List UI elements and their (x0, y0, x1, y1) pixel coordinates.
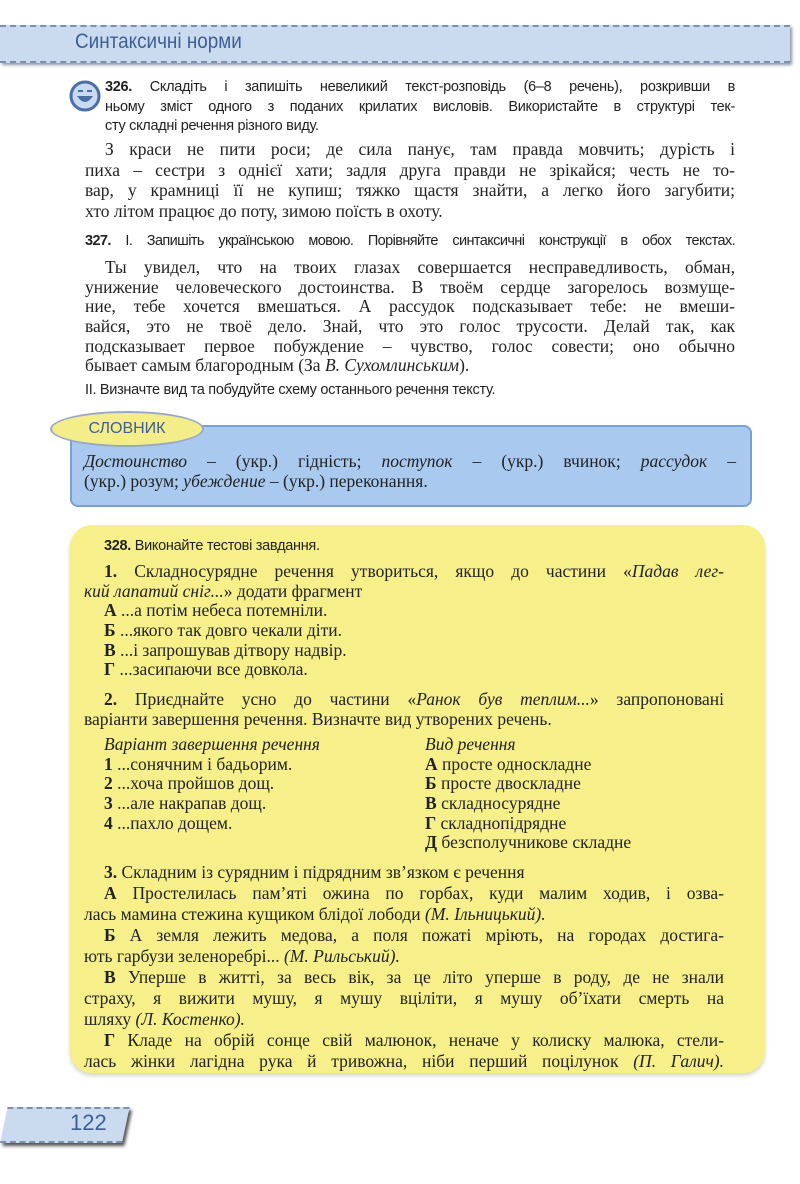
option-letter: А (104, 600, 117, 621)
text-line: унижение человеческого достоинства. В твоём сердце загорелось возмуще- (85, 276, 735, 297)
vocab-translation: – (укр.) вчинок; (452, 451, 641, 471)
option-letter: Б (104, 925, 116, 945)
variants-column (104, 735, 404, 833)
question-text: » запропоновані (589, 689, 725, 709)
text-line (85, 356, 735, 376)
kind-letter: А (425, 753, 438, 774)
answer-option (84, 621, 724, 641)
question-number: 3. (104, 862, 118, 882)
text-segment: ). (459, 355, 470, 376)
variant-number: 3 (104, 793, 113, 814)
kind-letter: Г (425, 812, 437, 833)
answer-option (84, 641, 724, 661)
page-number: 122 (70, 1110, 107, 1135)
text-line: ние, тебе хочется вмешаться. А рассудок подсказывает тебе: не вмеши- (85, 296, 735, 317)
vocab-translation: (укр.) розум; (84, 470, 184, 491)
variant-text: ...сонячним і бадьорим. (112, 753, 293, 774)
exercise-327-task (85, 232, 735, 252)
section-title: Синтаксичні норми (75, 30, 242, 53)
text-line: хто літом працює до поту, зимою поїсть в охоту. (85, 201, 443, 222)
option-text: страху, я вижити мушу, я мушу вціліти, я мушу об’їхати смерть на (84, 988, 724, 1008)
author: В. Сухомлинським (324, 355, 460, 376)
task-text: сту складні речення різного виду. (105, 118, 319, 135)
kind-text: складнопідрядне (436, 812, 567, 833)
variant-number: 1 (104, 753, 113, 774)
vocab-word: поступок (381, 451, 453, 471)
kind-text: просте односкладне (437, 753, 592, 774)
option-text: шляху (84, 1009, 136, 1029)
vocab-word: Достоинство (84, 451, 187, 471)
kind-item (425, 755, 725, 775)
text-line: пиха – сестри з однієї хати; задля друга правди не зрікайся; честь не то- (85, 159, 735, 180)
option-text: ...а потім небеса потемніли. (116, 600, 328, 621)
question-2 (84, 690, 724, 729)
vocabulary-title: СЛОВНИК (50, 411, 204, 447)
option-letter: В (104, 967, 116, 987)
vocab-translation: – (укр.) гідність; (187, 451, 382, 471)
kind-item (425, 794, 725, 814)
variant-text: ...пахло дощем. (112, 812, 233, 833)
text-line: З краси не пити роси; де сила панує, там правда мовчить; дурість і (105, 139, 735, 159)
exercise-number: 326. (105, 79, 133, 95)
option-text: лась мамина стежина кущиком блідої лободи (84, 904, 425, 924)
variant-text: ...але накрапав дощ. (112, 793, 267, 814)
smiley-icon (69, 80, 101, 112)
author: (М. Рильський). (284, 946, 400, 966)
question-number: 1. (104, 561, 118, 581)
answer-option (84, 660, 724, 680)
option-text: Кладе на обрій сонце свій малюнок, неначе у колиску малюка, стели- (115, 1030, 724, 1050)
exercise-326-task (105, 78, 735, 137)
exercise-327-task2: ІІ. Визначте вид та побудуйте схему останнього речення тексту. (85, 382, 496, 398)
author: (П. Галич). (633, 1051, 724, 1071)
task-text: Виконайте тестові завдання. (134, 538, 320, 554)
exercise-number: 327. (85, 233, 111, 249)
question-text: Складним із сурядним і підрядним зв’язком є речення (121, 862, 525, 882)
question-text: Приєднайте усно до частини « (134, 689, 417, 709)
option-letter: Б (104, 620, 116, 641)
option-text: А земля лежить медова, а поля пожаті мріють, на городах достига- (115, 925, 724, 945)
variant-item (104, 755, 404, 775)
text-line: вар, у крамниці її не купиш; тяжко щастя знайти, а легко його загубити; (85, 180, 735, 201)
text-line: Ты увидел, что на твоих глазах совершается несправедливость, обман, (105, 257, 735, 277)
kinds-column (425, 735, 725, 853)
kind-item (425, 814, 725, 834)
quoted-text: Ранок був теплим... (416, 689, 590, 709)
variant-number: 4 (104, 812, 113, 833)
option-text: Простелилась пам’яті ожина по горбах, куди малим ходив, і озва- (116, 883, 724, 903)
option-letter: Г (104, 1030, 116, 1050)
question-3 (84, 863, 724, 1073)
variant-text: ...хоча пройшов дощ. (112, 773, 275, 794)
page-number-band (0, 1107, 130, 1143)
kind-text: просте двоскладне (436, 773, 581, 794)
task-text: І. Запишіть українською мовою. Порівняйте синтаксичні конструкції в обох текстах. (125, 233, 735, 249)
quoted-text: Падав лег- (631, 561, 724, 581)
variant-item (104, 794, 404, 814)
option-text: ...якого так довго чекали діти. (115, 620, 343, 641)
vocab-word: рассудок (640, 451, 708, 471)
kind-text: складносурядне (436, 793, 561, 814)
column-header: Варіант завершення речення (104, 734, 320, 754)
proverbs-text (85, 140, 735, 223)
exercise-328-task (104, 538, 320, 554)
text-line: подсказывает первое побуждение – чувство, голос совести; оно обычно (85, 335, 735, 356)
author: (М. Ільницький). (425, 904, 546, 924)
kind-item (425, 833, 725, 853)
question-1 (84, 562, 724, 680)
exercise-number: 328. (104, 538, 132, 554)
variant-item (104, 814, 404, 834)
kind-item (425, 774, 725, 794)
text-segment: бывает самым благородным (За (85, 355, 325, 376)
kind-letter: Б (425, 773, 437, 794)
question-text: Складносурядне речення утвориться, якщо до частини « (134, 561, 632, 581)
quoted-text: кий лапатий сніг... (84, 580, 224, 601)
russian-text (85, 258, 735, 376)
option-text: ють гарбузи зеленоребрі... (84, 946, 285, 966)
option-text: Уперше в житті, за весь вік, за це літо уперше в роду, де не знали (115, 967, 724, 987)
vocab-translation: – (707, 451, 736, 471)
task-text: Складіть і запишіть невеликий текст-розповідь (6–8 речень), розкривши в (149, 79, 735, 95)
kind-text: безсполучникове складне (437, 832, 632, 853)
variant-item (104, 774, 404, 794)
option-text: ...і запрошував дітвору надвір. (115, 639, 347, 660)
column-header: Вид речення (425, 734, 516, 754)
vocab-word: убеждение (183, 470, 266, 491)
question-text: » додати фрагмент (223, 580, 363, 601)
option-letter: В (104, 639, 116, 660)
kind-letter: В (425, 793, 437, 814)
text-line: вайся, это не твоё дело. Знай, что это голос трусости. Делай так, как (85, 316, 735, 337)
question-text: варіанти завершення речення. Визначте вид утворених речень. (84, 708, 552, 729)
option-letter: А (104, 883, 117, 903)
option-text: ...засипаючи все довкола. (115, 659, 308, 680)
variant-number: 2 (104, 773, 113, 794)
author: (Л. Костенко). (135, 1009, 245, 1029)
option-text: лась жінки лагідна рука й тривожна, ніби перший поцілунок (84, 1051, 634, 1071)
task-text: ньому зміст одного з поданих крилатих висловів. Використайте в структурі тек- (105, 98, 735, 115)
answer-option (84, 601, 724, 621)
question-number: 2. (104, 689, 118, 709)
vocabulary-entries (84, 452, 736, 491)
option-letter: Г (104, 659, 116, 680)
vocab-translation: – (укр.) переконання. (265, 470, 428, 491)
kind-letter: Д (425, 832, 438, 853)
